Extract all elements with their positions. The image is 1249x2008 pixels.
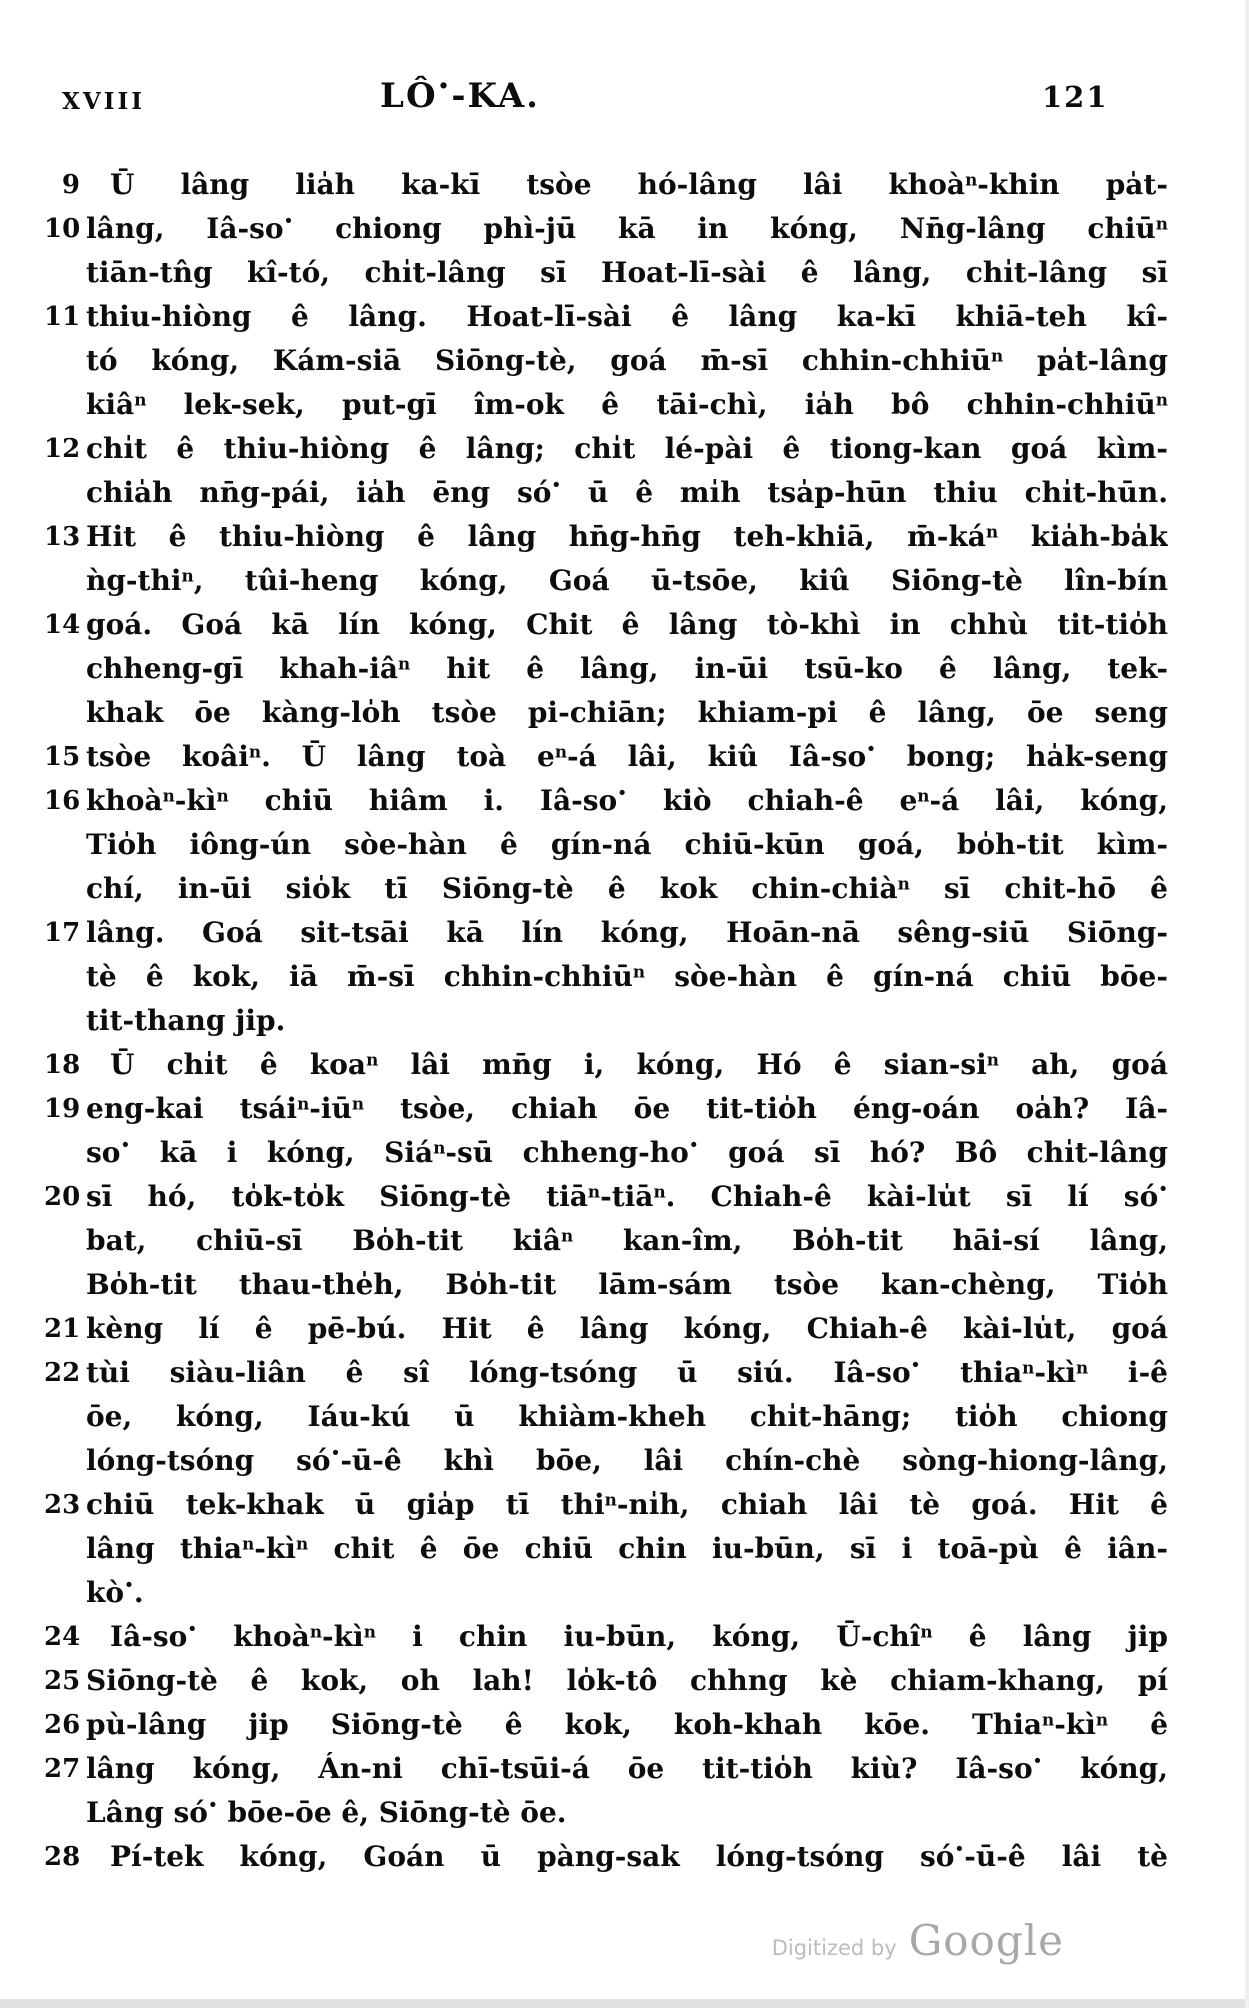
text-line (0, 823, 1249, 867)
running-title: LÔ·-KA. (380, 65, 540, 116)
text-line (0, 163, 1249, 207)
verse-text: lóng-tsóng só·-ū-ê khì bōe, lâi chín-chè sòng-hiong-lâng, (86, 1439, 1168, 1477)
verse-text: Bo̍h-tit thau-the̍h, Bo̍h-tit lām-sám tsòe kan-chèng, Tio̍h (86, 1268, 1168, 1301)
verse-text: tó kóng, Kám-siā Siōng-tè, goá m̄-sī chhin-chhiū$^n$ pa̍t-lâng (86, 344, 1168, 377)
verse-number: 28 (44, 1842, 81, 1872)
verse-text: Ū chi̍t ê koa$^n$ lâi mn̄g i, kóng, Hó ê sian-$si^n$ ah, goá (110, 1048, 1168, 1081)
verse-text: Siōng-tè ê kok, oh lah! lo̍k-tô chhng kè chiam-khang, pí (86, 1664, 1168, 1697)
verse-text: lâng. Goá sit-tsāi kā lín kóng, Hoān-nā sêng-siū Siōng- (86, 916, 1168, 949)
verse-text: lâng, Iâ-so· chiong phì-jū kā in kóng, Nn̄g-lâng chiū$^n$ (86, 207, 1168, 245)
verse-number: 22 (44, 1358, 81, 1388)
text-line (0, 999, 1249, 1043)
text-line (0, 251, 1249, 295)
verse-text: thiu-hiòng ê lâng. Hoat-lī-sài ê lâng ka-kī khiā-teh kî- (86, 300, 1168, 333)
text-line (0, 911, 1249, 955)
text-line (0, 1263, 1249, 1307)
text-line (0, 207, 1249, 251)
text-line (0, 471, 1249, 515)
page-number: 121 (1042, 80, 1109, 114)
text-line (0, 1351, 1249, 1395)
verse-number: 18 (44, 1050, 81, 1080)
verse-number: 9 (61, 170, 80, 200)
verse-number: 26 (44, 1710, 81, 1740)
verse-number: 25 (44, 1666, 81, 1696)
google-logo: Google (908, 1916, 1064, 1965)
scan-edge-right (1245, 0, 1249, 2008)
text-line (0, 559, 1249, 603)
text-line (0, 1659, 1249, 1703)
text-line (0, 1527, 1249, 1571)
verse-text: lâng $thia^n-kì^n$ chit ê ōe chiū chin iu-būn, sī i toā-pù ê iân- (86, 1532, 1168, 1565)
verse-text: kò·. (86, 1571, 144, 1609)
text-line (0, 867, 1249, 911)
text-line (0, 383, 1249, 427)
verse-text: ōe, kóng, Iáu-kú ū khiàm-kheh chi̍t-hāng; tio̍h chiong (86, 1400, 1168, 1433)
verse-number: 16 (44, 786, 81, 816)
text-line (0, 515, 1249, 559)
verse-text: kèng lí ê pē-bú. Hit ê lâng kóng, Chiah-ê kài-lu̍t, goá (86, 1312, 1168, 1345)
verse-text: pù-lâng jip Siōng-tè ê kok, koh-khah kōe. $Thia^n-kì^n$ ê (86, 1708, 1168, 1741)
verse-text: chi̍t ê thiu-hiòng ê lâng; chi̍t lé-pài ê tiong-kan goá kìm- (86, 432, 1168, 465)
text-line (0, 1835, 1249, 1879)
text-line (0, 603, 1249, 647)
text-line (0, 1395, 1249, 1439)
verse-text: kiâ$^n$ lek-sek, put-gī îm-ok ê tāi-chì, ia̍h bô chhin-chhiū$^n$ (86, 388, 1168, 421)
text-line (0, 1703, 1249, 1747)
text-line (0, 691, 1249, 735)
verse-text: goá. Goá kā lín kóng, Chit ê lâng tò-khì in chhù tit-tio̍h (86, 608, 1168, 641)
scripture-text-block (0, 163, 1249, 1879)
chapter-roman-numeral: XVIII (62, 88, 145, 115)
verse-text: tit-thang jip. (86, 1004, 286, 1037)
verse-number: 27 (44, 1754, 81, 1784)
text-line (0, 427, 1249, 471)
text-line (0, 1307, 1249, 1351)
text-line (0, 1043, 1249, 1087)
verse-text: bat, chiū-sī Bo̍h-tit kiâ$^n$ kan-îm, Bo̍h-tit hāi-sí lâng, (86, 1224, 1168, 1257)
verse-number: 19 (44, 1094, 81, 1124)
digitization-watermark (772, 1916, 1064, 1965)
text-line (0, 647, 1249, 691)
text-line (0, 1439, 1249, 1483)
verse-number: 20 (44, 1182, 81, 1212)
verse-text: chia̍h nn̄g-pái, ia̍h ēng só· ū ê mi̍h tsa̍p-hūn thiu chi̍t-hūn. (86, 471, 1168, 509)
verse-text: Ū lâng lia̍h ka-kī tsòe hó-lâng lâi khoà$^n$-khin pa̍t- (110, 168, 1168, 201)
text-line (0, 1615, 1249, 1659)
text-line (0, 735, 1249, 779)
verse-text: Lâng só· bōe-ōe ê, Siōng-tè ōe. (86, 1791, 567, 1829)
verse-text: tùi siàu-liân ê sî lóng-tsóng ū siú. Iâ-so· $thia^n-kì^n$ i-ê (86, 1351, 1168, 1389)
verse-text: $khoà^n-kì^n$ chiū hiâm i. Iâ-so· kiò chiah-ê $e^n-á$ lâi, kóng, (86, 779, 1168, 817)
scan-edge-bottom (0, 1999, 1249, 2008)
text-line (0, 295, 1249, 339)
verse-number: 14 (44, 610, 81, 640)
verse-number: 24 (44, 1622, 81, 1652)
verse-text: Hit ê thiu-hiòng ê lâng hn̄g-hn̄g teh-khiā, $m̄-ká^n$ kia̍h-ba̍k (86, 520, 1168, 553)
verse-number: 15 (44, 742, 81, 772)
text-line (0, 1571, 1249, 1615)
verse-text: ǹg-thi$^n$, tûi-heng kóng, Goá ū-tsōe, kiû Siōng-tè lîn-bín (86, 564, 1168, 597)
text-line (0, 1175, 1249, 1219)
verse-text: eng-kai $tsái^n-iū^n$ tsòe, chiah ōe tit-tio̍h éng-oán oa̍h? Iâ- (86, 1092, 1168, 1125)
text-line (0, 1747, 1249, 1791)
verse-number: 13 (44, 522, 81, 552)
verse-text: chí, in-ūi sio̍k tī Siōng-tè ê kok chin-chià$^n$ sī chit-hō ê (86, 872, 1168, 905)
text-line (0, 1483, 1249, 1527)
verse-text: tiān-tn̂g kî-tó, chi̍t-lâng sī Hoat-lī-sài ê lâng, chi̍t-lâng sī (86, 256, 1168, 289)
verse-number: 12 (44, 434, 81, 464)
text-line (0, 1219, 1249, 1263)
verse-text: tsòe koâi$^n$. Ū lâng toà $e^n-á$ lâi, kiû Iâ-so· bong; ha̍k-seng (86, 735, 1168, 773)
text-line (0, 1087, 1249, 1131)
verse-text: khak ōe kàng-lo̍h tsòe pi-chiān; khiam-pi ê lâng, ōe seng (86, 696, 1168, 729)
verse-text: chheng-gī khah-$iâ^n$ hit ê lâng, in-ūi tsū-ko ê lâng, tek- (86, 652, 1168, 685)
watermark-text: Digitized by (771, 1936, 897, 1960)
verse-number: 21 (44, 1314, 81, 1344)
verse-text: Iâ-so· $khoà^n-kì^n$ i chin iu-būn, kóng, Ū-chî$^n$ ê lâng jip (110, 1615, 1168, 1653)
verse-number: 11 (44, 302, 81, 332)
text-line (0, 955, 1249, 999)
verse-number: 23 (44, 1490, 81, 1520)
verse-text: sī hó, to̍k-to̍k Siōng-tè tiā$^n$-tiā$^n$. Chiah-ê kài-lu̍t sī lí só· (86, 1175, 1168, 1213)
text-line (0, 1791, 1249, 1835)
verse-text: so· kā i kóng, Siá$^n$-sū chheng-ho· goá sī hó? Bô chi̍t-lâng (86, 1131, 1168, 1169)
verse-text: chiū tek-khak ū gia̍p tī thi$^n$-ni̍h, chiah lâi tè goá. Hit ê (86, 1488, 1168, 1521)
verse-text: lâng kóng, Án-ni chī-tsūi-á ōe tit-tio̍h kiù? Iâ-so· kóng, (86, 1747, 1168, 1785)
text-line (0, 1131, 1249, 1175)
verse-text: tè ê kok, iā m̄-sī chhin-chhiū$^n$ sòe-hàn ê gín-ná chiū bōe- (86, 960, 1168, 993)
verse-text: Tio̍h iông-ún sòe-hàn ê gín-ná chiū-kūn goá, bo̍h-tit kìm- (86, 828, 1168, 861)
verse-text: Pí-tek kóng, Goán ū pàng-sak lóng-tsóng só·-ū-ê lâi tè (110, 1835, 1168, 1873)
verse-number: 10 (44, 214, 81, 244)
text-line (0, 339, 1249, 383)
verse-number: 17 (44, 918, 81, 948)
text-line (0, 779, 1249, 823)
